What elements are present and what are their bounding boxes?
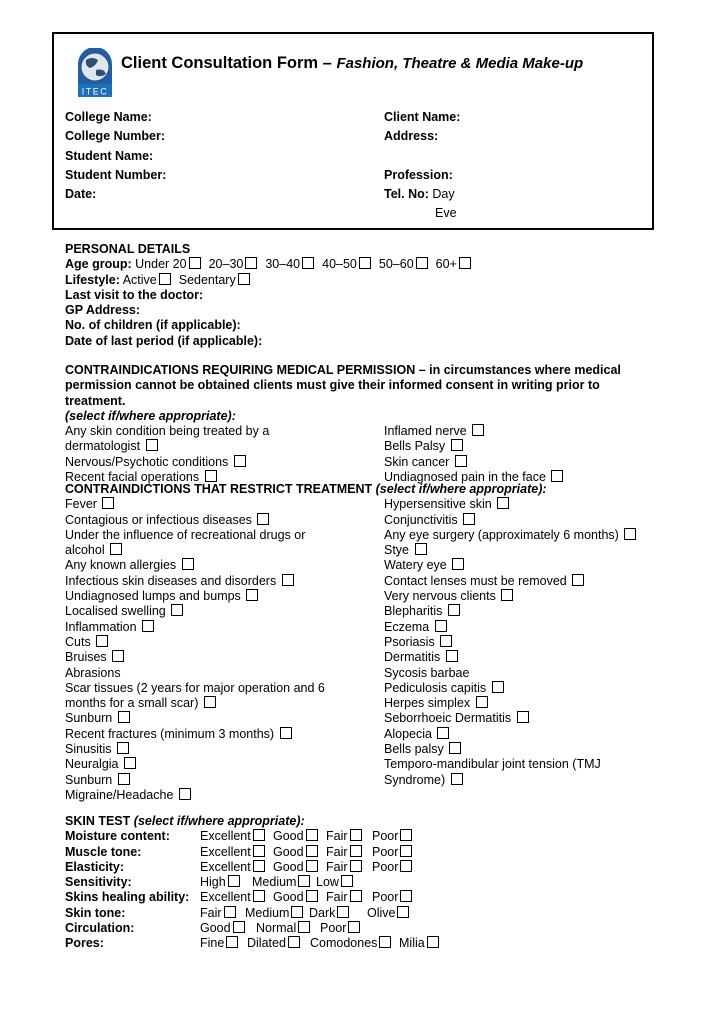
contraindication-item (384, 439, 664, 454)
age-label: Age group: (65, 257, 132, 272)
skin-test-option-label: Normal (256, 921, 297, 936)
skin-test-option-label: Poor (320, 921, 347, 936)
skin-test-row-elasticity (65, 860, 460, 875)
contraindication-item (384, 543, 639, 558)
skin-test-label: Skins healing ability: (65, 890, 190, 905)
skin-test-option-dilated (247, 936, 300, 951)
contraindication-label: Recent facial operations (65, 470, 200, 485)
contraindication-item (384, 574, 639, 589)
contraindication-label: Sycosis barbae (384, 665, 470, 680)
last-period-label: Date of last period (if applicable): (65, 333, 263, 348)
contraindication-label: Skin cancer (384, 454, 450, 469)
svg-text:ITEC: ITEC (81, 86, 109, 97)
checkbox[interactable] (280, 727, 292, 739)
skin-test-option-label: Dilated (247, 936, 286, 951)
skin-test-option-medium (245, 906, 303, 921)
checkbox[interactable] (282, 574, 294, 586)
checkbox[interactable] (400, 845, 412, 857)
contraindication-label: Bruises (65, 650, 107, 665)
restrict-note: (select if/where appropriate): (375, 482, 547, 496)
age-checkbox[interactable] (359, 257, 371, 269)
age-option-label: Under 20 (135, 257, 187, 272)
checkbox[interactable] (463, 513, 475, 525)
checkbox[interactable] (400, 860, 412, 872)
age-option-40-50 (322, 257, 371, 271)
age-option-under-20 (135, 257, 200, 271)
personal-heading: PERSONAL DETAILS (65, 242, 191, 256)
age-checkbox[interactable] (416, 257, 428, 269)
checkbox[interactable] (96, 635, 108, 647)
checkbox[interactable] (226, 936, 238, 948)
checkbox[interactable] (306, 860, 318, 872)
skin-test-option-poor (372, 829, 412, 844)
contraindication-label: Eczema (384, 619, 430, 634)
contraindication-item (65, 666, 327, 681)
contraindication-label: Dermatitis (384, 650, 441, 665)
skin-test-option-poor (320, 921, 360, 936)
checkbox[interactable] (112, 650, 124, 662)
checkbox[interactable] (110, 543, 122, 555)
contraindication-item (65, 558, 327, 573)
checkbox[interactable] (348, 921, 360, 933)
checkbox[interactable] (400, 890, 412, 902)
contraindication-label: Migraine/Headache (65, 787, 174, 802)
lifestyle-option-label: Active (122, 272, 157, 287)
contraindication-label: Any skin condition being treated by a dermatologist (65, 424, 270, 454)
age-option-label: 20–30 (208, 257, 244, 272)
skin-test-option-good (200, 921, 245, 936)
skin-test-option-milia (399, 936, 439, 951)
checkbox[interactable] (253, 829, 265, 841)
checkbox[interactable] (435, 620, 447, 632)
contraindication-label: Any known allergies (65, 558, 177, 573)
contraindication-item (65, 455, 280, 470)
age-option-label: 40–50 (322, 257, 357, 272)
skin-test-option-fine (200, 936, 238, 951)
last-visit-label: Last visit to the doctor: (65, 287, 204, 302)
contraindication-label: Abrasions (65, 665, 121, 680)
checkbox[interactable] (497, 497, 509, 509)
skin-test-option-good (273, 845, 318, 860)
children-label: No. of children (if applicable): (65, 318, 241, 333)
skin-test-label: Muscle tone: (65, 844, 142, 859)
checkbox[interactable] (440, 635, 452, 647)
checkbox[interactable] (437, 727, 449, 739)
skin-test-option-fair (326, 860, 362, 875)
age-option-label: 60+ (435, 257, 457, 272)
skin-test-option-label: Excellent (200, 829, 251, 844)
checkbox[interactable] (171, 604, 183, 616)
contraindication-item (65, 727, 327, 742)
skin-test-option-label: Good (273, 859, 304, 874)
age-option-label: 50–60 (378, 257, 414, 272)
student-name-label: Student Name: (65, 148, 154, 163)
contraindication-label: Fever (65, 497, 97, 512)
checkbox[interactable] (449, 742, 461, 754)
client-fields (384, 108, 460, 224)
skin-test-option-fair (326, 829, 362, 844)
contraindication-label: Contagious or infectious diseases (65, 512, 252, 527)
contraindication-item (384, 650, 639, 665)
student-number-label: Student Number: (65, 167, 167, 182)
checkbox[interactable] (291, 906, 303, 918)
age-option-label: 30–40 (265, 257, 301, 272)
skin-test-row-pores (65, 936, 460, 951)
contraindication-label: Nervous/Psychotic conditions (65, 454, 229, 469)
tel-label: Tel. No: (384, 187, 429, 202)
skin-test-option-dark (309, 906, 349, 921)
contraindication-item (65, 681, 327, 712)
skin-test-option-good (273, 890, 318, 905)
contraindication-item (65, 513, 327, 528)
skin-test-option-label: Poor (372, 844, 399, 859)
skin-test-option-excellent (200, 829, 265, 844)
college-student-fields (65, 108, 166, 204)
skin-test-option-label: Excellent (200, 890, 251, 905)
contraindication-label: Blepharitis (384, 604, 443, 619)
contraindication-label: Sinusitis (65, 742, 112, 757)
contraindication-label: Hypersensitive skin (384, 497, 492, 512)
contraindication-item (65, 742, 327, 757)
contraindication-label: Infectious skin diseases and disorders (65, 573, 277, 588)
lifestyle-label: Lifestyle: (65, 272, 120, 287)
lifestyle-checkbox[interactable] (159, 273, 171, 285)
skin-test-option-good (273, 860, 318, 875)
lifestyle-checkbox[interactable] (238, 273, 250, 285)
contraindication-label: Very nervous clients (384, 589, 496, 604)
skin-test-option-excellent (200, 860, 265, 875)
checkbox[interactable] (397, 906, 409, 918)
skin-test-option-label: Medium (252, 875, 297, 890)
checkbox[interactable] (476, 696, 488, 708)
contraindication-item (384, 666, 639, 681)
checkbox[interactable] (448, 604, 460, 616)
age-option-20-30 (209, 257, 258, 271)
checkbox[interactable] (492, 681, 504, 693)
checkbox[interactable] (306, 829, 318, 841)
college-number-label: College Number: (65, 129, 166, 144)
checkbox[interactable] (501, 589, 513, 601)
skin-test-option-label: Fair (326, 890, 348, 905)
header-box (52, 32, 654, 230)
restrict-treatment (65, 482, 665, 807)
checkbox[interactable] (306, 845, 318, 857)
contraindication-item (65, 589, 327, 604)
checkbox[interactable] (253, 890, 265, 902)
skin-test-label: Circulation: (65, 921, 135, 936)
checkbox[interactable] (205, 470, 217, 482)
skin-test-option-good (273, 829, 318, 844)
skin-test-option-poor (372, 860, 412, 875)
checkbox[interactable] (455, 455, 467, 467)
profession-label: Profession: (384, 167, 453, 182)
checkbox[interactable] (350, 860, 362, 872)
skin-test-option-fair (326, 890, 362, 905)
checkbox[interactable] (551, 470, 563, 482)
checkbox[interactable] (472, 424, 484, 436)
contraindication-label: Undiagnosed lumps and bumps (65, 589, 241, 604)
checkbox[interactable] (224, 906, 236, 918)
skin-test-option-low (316, 875, 353, 890)
skin-test-row-circulation (65, 921, 460, 936)
checkbox[interactable] (337, 906, 349, 918)
contraindication-label: Contact lenses must be removed (384, 573, 567, 588)
skin-test-option-label: Fair (326, 829, 348, 844)
contraindication-label: Cuts (65, 634, 91, 649)
checkbox[interactable] (253, 845, 265, 857)
contraindication-item (384, 696, 639, 711)
skin-test-option-label: Comodones (310, 936, 378, 951)
checkbox[interactable] (298, 921, 310, 933)
contraindication-label: Recent fractures (minimum 3 months) (65, 726, 275, 741)
contraindication-label: Alopecia (384, 726, 432, 741)
medical-note: (select if/where appropriate): (65, 408, 236, 423)
skin-test-option-label: Milia (399, 936, 425, 951)
checkbox[interactable] (400, 829, 412, 841)
skin-test-note: (select if/where appropriate): (133, 814, 305, 828)
medical-permission (65, 363, 655, 489)
personal-details (65, 242, 665, 349)
contraindication-label: Bells palsy (384, 742, 444, 757)
skin-test-option-high (200, 875, 240, 890)
age-checkbox[interactable] (459, 257, 471, 269)
contraindication-label: Seborrhoeic Dermatitis (384, 711, 512, 726)
contraindication-item (65, 424, 280, 455)
checkbox[interactable] (146, 439, 158, 451)
contraindication-label: Under the influence of recreational drugs or alcohol (65, 527, 306, 558)
checkbox[interactable] (415, 543, 427, 555)
checkbox[interactable] (233, 921, 245, 933)
contraindication-item (384, 742, 639, 757)
contraindication-item (384, 558, 639, 573)
skin-test-option-label: Poor (372, 829, 399, 844)
skin-test-option-label: Good (273, 829, 304, 844)
skin-test-heading: SKIN TEST (65, 814, 131, 828)
skin-test-option-label: Poor (372, 859, 399, 874)
contraindication-label: Psoriasis (384, 634, 435, 649)
checkbox[interactable] (118, 711, 130, 723)
itec-logo (76, 48, 114, 98)
contraindication-label: Stye (384, 543, 410, 558)
contraindication-item (384, 455, 664, 470)
checkbox[interactable] (517, 711, 529, 723)
skin-test-option-medium (252, 875, 310, 890)
contraindication-label: Any eye surgery (approximately 6 months) (384, 527, 619, 542)
contraindication-label: Temporo-mandibular joint tension (TMJ Syndrome) (384, 757, 601, 787)
checkbox[interactable] (451, 439, 463, 451)
tel-eve: Eve (435, 206, 457, 221)
checkbox[interactable] (182, 558, 194, 570)
contraindication-label: Conjunctivitis (384, 512, 458, 527)
skin-test (65, 814, 460, 952)
checkbox[interactable] (624, 528, 636, 540)
checkbox[interactable] (228, 875, 240, 887)
skin-test-row-sensitivity (65, 875, 460, 890)
skin-test-option-comodones (310, 936, 391, 951)
skin-test-option-olive (367, 906, 409, 921)
skin-test-option-label: Excellent (200, 859, 251, 874)
age-checkbox[interactable] (189, 257, 201, 269)
skin-test-option-label: Medium (245, 905, 290, 920)
contraindication-item (384, 635, 639, 650)
contraindication-item (65, 711, 327, 726)
skin-test-option-label: High (200, 875, 226, 890)
checkbox[interactable] (446, 650, 458, 662)
age-option-60 (436, 257, 471, 271)
skin-test-label: Sensitivity: (65, 875, 132, 890)
contraindication-item (384, 620, 639, 635)
college-name-label: College Name: (65, 110, 152, 124)
contraindication-item (65, 620, 327, 635)
contraindication-label: Herpes simplex (384, 696, 471, 711)
restrict-heading: CONTRAINDICTIONS THAT RESTRICT TREATMENT (65, 482, 373, 496)
checkbox[interactable] (306, 890, 318, 902)
contraindication-item (65, 528, 327, 559)
contraindication-label: Watery eye (384, 558, 447, 573)
checkbox[interactable] (102, 497, 114, 509)
checkbox[interactable] (234, 455, 246, 467)
contraindication-item (384, 757, 639, 788)
skin-test-option-label: Fair (200, 905, 222, 920)
contraindication-item (384, 604, 639, 619)
contraindication-item (65, 635, 327, 650)
checkbox[interactable] (117, 742, 129, 754)
checkbox[interactable] (253, 860, 265, 872)
contraindication-item (65, 757, 327, 772)
checkbox[interactable] (124, 757, 136, 769)
checkbox[interactable] (379, 936, 391, 948)
skin-test-option-label: Dark (309, 905, 336, 920)
contraindication-item (384, 681, 639, 696)
checkbox[interactable] (350, 845, 362, 857)
contraindication-item (65, 650, 327, 665)
contraindication-label: Sunburn (65, 711, 113, 726)
skin-test-option-label: Good (273, 844, 304, 859)
skin-test-option-label: Excellent (200, 844, 251, 859)
contraindication-item (65, 773, 327, 788)
contraindication-item (65, 497, 327, 512)
checkbox[interactable] (257, 513, 269, 525)
skin-test-row-muscle-tone (65, 845, 460, 860)
contraindication-label: Localised swelling (65, 604, 166, 619)
skin-test-row-skins-healing-ability (65, 890, 460, 905)
date-label: Date: (65, 187, 97, 202)
age-checkbox[interactable] (302, 257, 314, 269)
skin-test-label: Skin tone: (65, 905, 126, 920)
checkbox[interactable] (341, 875, 353, 887)
contraindication-item (65, 604, 327, 619)
contraindication-label: Scar tissues (2 years for major operation and 6 months for a small scar) (65, 680, 325, 711)
lifestyle-option-label: Sedentary (178, 272, 236, 287)
contraindication-label: Neuralgia (65, 757, 119, 772)
lifestyle-option-active (123, 273, 171, 287)
checkbox[interactable] (118, 773, 130, 785)
age-option-30-40 (265, 257, 314, 271)
contraindication-item (384, 424, 664, 439)
checkbox[interactable] (142, 620, 154, 632)
checkbox[interactable] (288, 936, 300, 948)
skin-test-option-normal (256, 921, 310, 936)
contraindication-label: Pediculosis capitis (384, 680, 487, 695)
skin-test-option-poor (372, 845, 412, 860)
skin-test-option-label: Fair (326, 844, 348, 859)
medical-heading: CONTRAINDICATIONS REQUIRING MEDICAL PERMISSION – in circumstances where medical permission cannot be obtained clients must give their informed consent in writing prior to treatment. (65, 363, 621, 408)
checkbox[interactable] (451, 773, 463, 785)
skin-test-option-label: Fine (200, 936, 225, 951)
tel-day: Day (432, 187, 455, 202)
contraindication-item (384, 513, 639, 528)
contraindication-item (384, 727, 639, 742)
contraindication-item (65, 788, 327, 803)
address-label: Address: (384, 129, 439, 144)
skin-test-option-excellent (200, 890, 265, 905)
age-checkbox[interactable] (245, 257, 257, 269)
skin-test-option-poor (372, 890, 412, 905)
checkbox[interactable] (179, 788, 191, 800)
contraindication-label: Inflamed nerve (384, 424, 467, 439)
skin-test-option-label: Low (316, 875, 339, 890)
checkbox[interactable] (452, 558, 464, 570)
skin-test-label: Elasticity: (65, 859, 125, 874)
skin-test-option-fair (200, 906, 236, 921)
gp-address-label: GP Address: (65, 303, 141, 318)
skin-test-option-label: Good (200, 921, 231, 936)
contraindication-item (384, 497, 639, 512)
client-name-label: Client Name: (384, 110, 461, 124)
skin-test-row-skin-tone (65, 906, 460, 921)
contraindication-label: Undiagnosed pain in the face (384, 470, 546, 485)
contraindication-item (384, 589, 639, 604)
contraindication-label: Sunburn (65, 772, 113, 787)
form-title: Client Consultation Form – Fashion, Theatre & Media Make-up (121, 54, 584, 72)
skin-test-option-fair (326, 845, 362, 860)
age-option-50-60 (379, 257, 428, 271)
skin-test-option-label: Poor (372, 890, 399, 905)
checkbox[interactable] (350, 829, 362, 841)
contraindication-item (65, 574, 327, 589)
skin-test-option-label: Good (273, 890, 304, 905)
checkbox[interactable] (204, 696, 216, 708)
checkbox[interactable] (427, 936, 439, 948)
contraindication-label: Bells Palsy (384, 439, 446, 454)
contraindication-label: Inflammation (65, 619, 137, 634)
skin-test-option-label: Olive (367, 905, 396, 920)
skin-test-label: Pores: (65, 936, 104, 951)
checkbox[interactable] (350, 890, 362, 902)
lifestyle-option-sedentary (179, 273, 250, 287)
skin-test-row-moisture-content (65, 829, 460, 844)
checkbox[interactable] (298, 875, 310, 887)
checkbox[interactable] (572, 574, 584, 586)
skin-test-option-label: Fair (326, 859, 348, 874)
contraindication-item (384, 711, 639, 726)
skin-test-option-excellent (200, 845, 265, 860)
skin-test-label: Moisture content: (65, 829, 170, 844)
checkbox[interactable] (246, 589, 258, 601)
contraindication-item (384, 528, 639, 543)
